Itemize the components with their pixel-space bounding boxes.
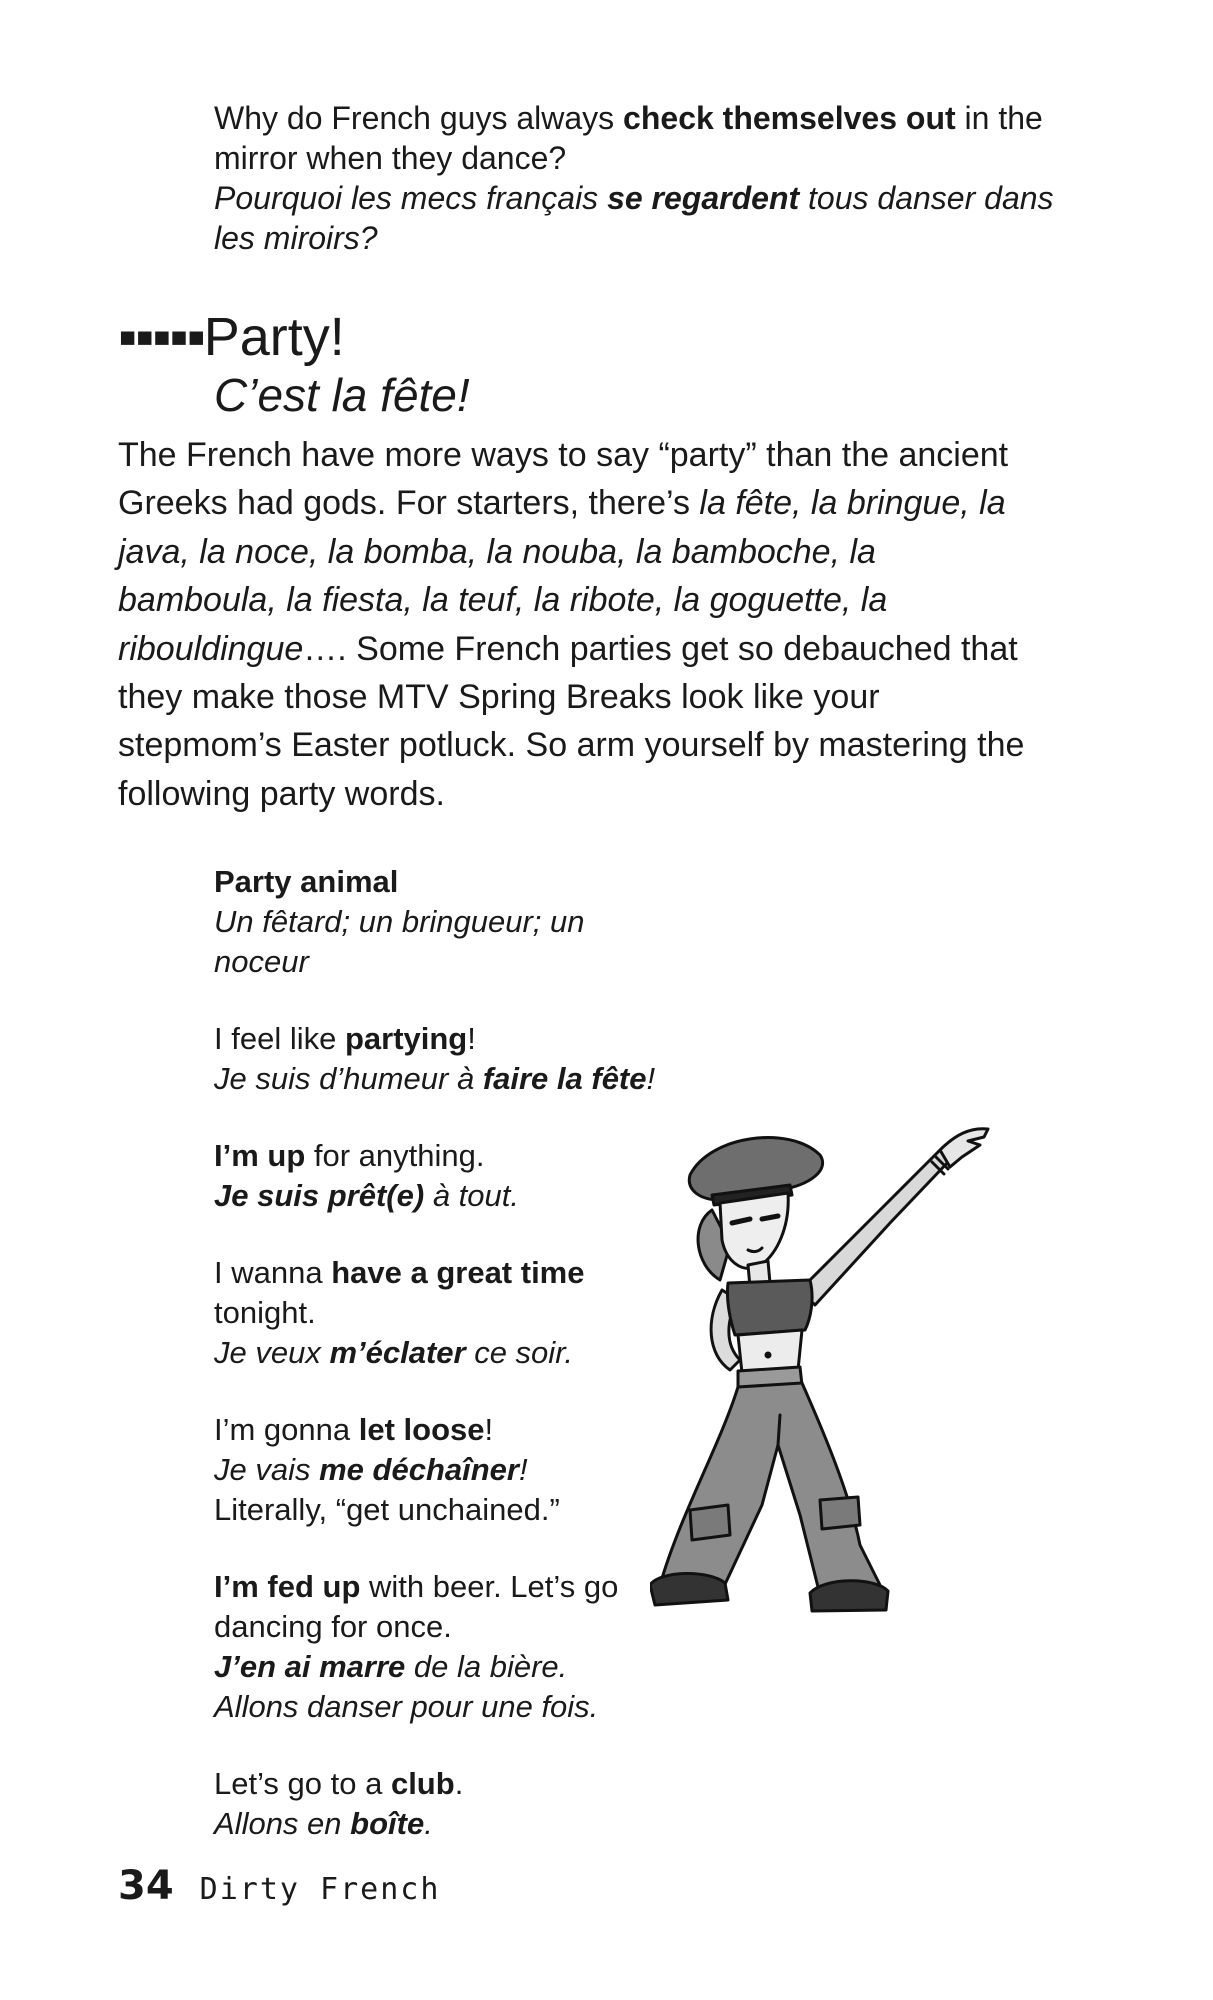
- key-phrase: club: [390, 1766, 455, 1801]
- text: de la bière.: [405, 1649, 568, 1684]
- text: …. Some French parties get so debauched that they make those MTV Spring Breaks look like your stepmom’s Easter potluck. So arm yourself by mastering the following party words.: [118, 629, 1025, 813]
- text: Je vais: [214, 1452, 320, 1487]
- text: Why do French guys always: [214, 100, 624, 136]
- literal-note: Literally, “get unchained.”: [214, 1492, 560, 1527]
- text: The French have more ways to say “party” than the ancient Greeks had gods. For starters, there’s: [118, 436, 1009, 523]
- section-title: Party!: [203, 307, 345, 367]
- english-line: [214, 1567, 674, 1647]
- phrase-entry: [214, 862, 674, 982]
- section-heading: [118, 306, 345, 368]
- key-phrase: check themselves out: [623, 100, 956, 136]
- text: for anything.: [305, 1138, 485, 1173]
- top-example: [214, 98, 1084, 258]
- text: Let’s go to a: [214, 1766, 391, 1801]
- french-line: [214, 1647, 674, 1687]
- french-line: [214, 1450, 674, 1490]
- text: !: [467, 1021, 476, 1056]
- key-phrase: Je suis prêt(e): [214, 1178, 425, 1213]
- phrase-list: [214, 862, 674, 1881]
- key-phrase: faire la fête: [482, 1061, 647, 1096]
- party-words: la fête, la bringue, la java, la noce, la bomba, la nouba, la bamboche, la bamboula, la fiesta, la teuf, la ribote, la goguette, la ribouldingue: [118, 484, 1006, 668]
- text: .: [454, 1766, 464, 1801]
- book-title: Dirty French: [199, 1872, 441, 1907]
- english-line: [214, 1764, 674, 1804]
- text: !: [646, 1061, 656, 1096]
- section-subtitle: C’est la fête!: [214, 369, 470, 421]
- phrase-entry: [214, 1253, 674, 1373]
- text: Allons en: [214, 1806, 351, 1841]
- key-phrase: partying: [344, 1021, 468, 1056]
- text: !: [518, 1452, 528, 1487]
- english-line: [214, 1253, 674, 1333]
- dancing-girl-illustration: [650, 1115, 1030, 1635]
- text: in the mirror when they dance?: [214, 100, 1043, 176]
- text: à tout.: [424, 1178, 519, 1213]
- english-line: [214, 1410, 674, 1450]
- key-phrase: J’en ai marre: [214, 1649, 406, 1684]
- phrase-entry: [214, 1136, 674, 1216]
- key-phrase: let loose: [358, 1412, 485, 1447]
- french-line: [214, 1804, 674, 1844]
- key-phrase: boîte: [350, 1806, 425, 1841]
- phrase-entry: [214, 1764, 674, 1844]
- french-line: [214, 1333, 674, 1373]
- key-phrase: I’m fed up: [214, 1569, 361, 1604]
- french-line: [214, 1059, 674, 1099]
- intro-paragraph: [118, 431, 1038, 818]
- english-line: Party animal: [214, 864, 399, 899]
- text: tous danser dans les miroirs?: [214, 180, 1054, 256]
- key-phrase: have a great time: [331, 1255, 585, 1290]
- heading-dots-icon: ▪▪▪▪▪: [118, 307, 204, 367]
- top-example-french: [214, 178, 1084, 258]
- text: with beer. Let’s go dancing for once.: [214, 1569, 619, 1644]
- key-phrase: I’m up: [214, 1138, 306, 1173]
- key-phrase: se regardent: [607, 180, 800, 216]
- top-example-english: [214, 98, 1084, 178]
- text: !: [484, 1412, 494, 1447]
- text: Je veux: [214, 1335, 330, 1370]
- french-line: Allons danser pour une fois.: [214, 1689, 599, 1724]
- page-number: 34: [118, 1863, 174, 1909]
- text: I feel like: [214, 1021, 345, 1056]
- text: tonight.: [214, 1295, 316, 1330]
- text: .: [424, 1806, 433, 1841]
- english-line: [214, 1136, 674, 1176]
- text: I wanna: [214, 1255, 332, 1290]
- text: Je suis d’humeur à: [214, 1061, 483, 1096]
- page-footer: [118, 1862, 440, 1910]
- phrase-entry: [214, 1410, 674, 1530]
- french-line: [214, 1176, 674, 1216]
- french-line: Un fêtard; un bringueur; un noceur: [214, 904, 585, 979]
- text: ce soir.: [465, 1335, 573, 1370]
- phrase-entry: [214, 1019, 674, 1099]
- text: I’m gonna: [214, 1412, 359, 1447]
- key-phrase: me déchaîner: [319, 1452, 519, 1487]
- phrase-entry: [214, 1567, 674, 1727]
- key-phrase: m’éclater: [329, 1335, 466, 1370]
- english-line: [214, 1019, 674, 1059]
- text: Pourquoi les mecs français: [214, 180, 608, 216]
